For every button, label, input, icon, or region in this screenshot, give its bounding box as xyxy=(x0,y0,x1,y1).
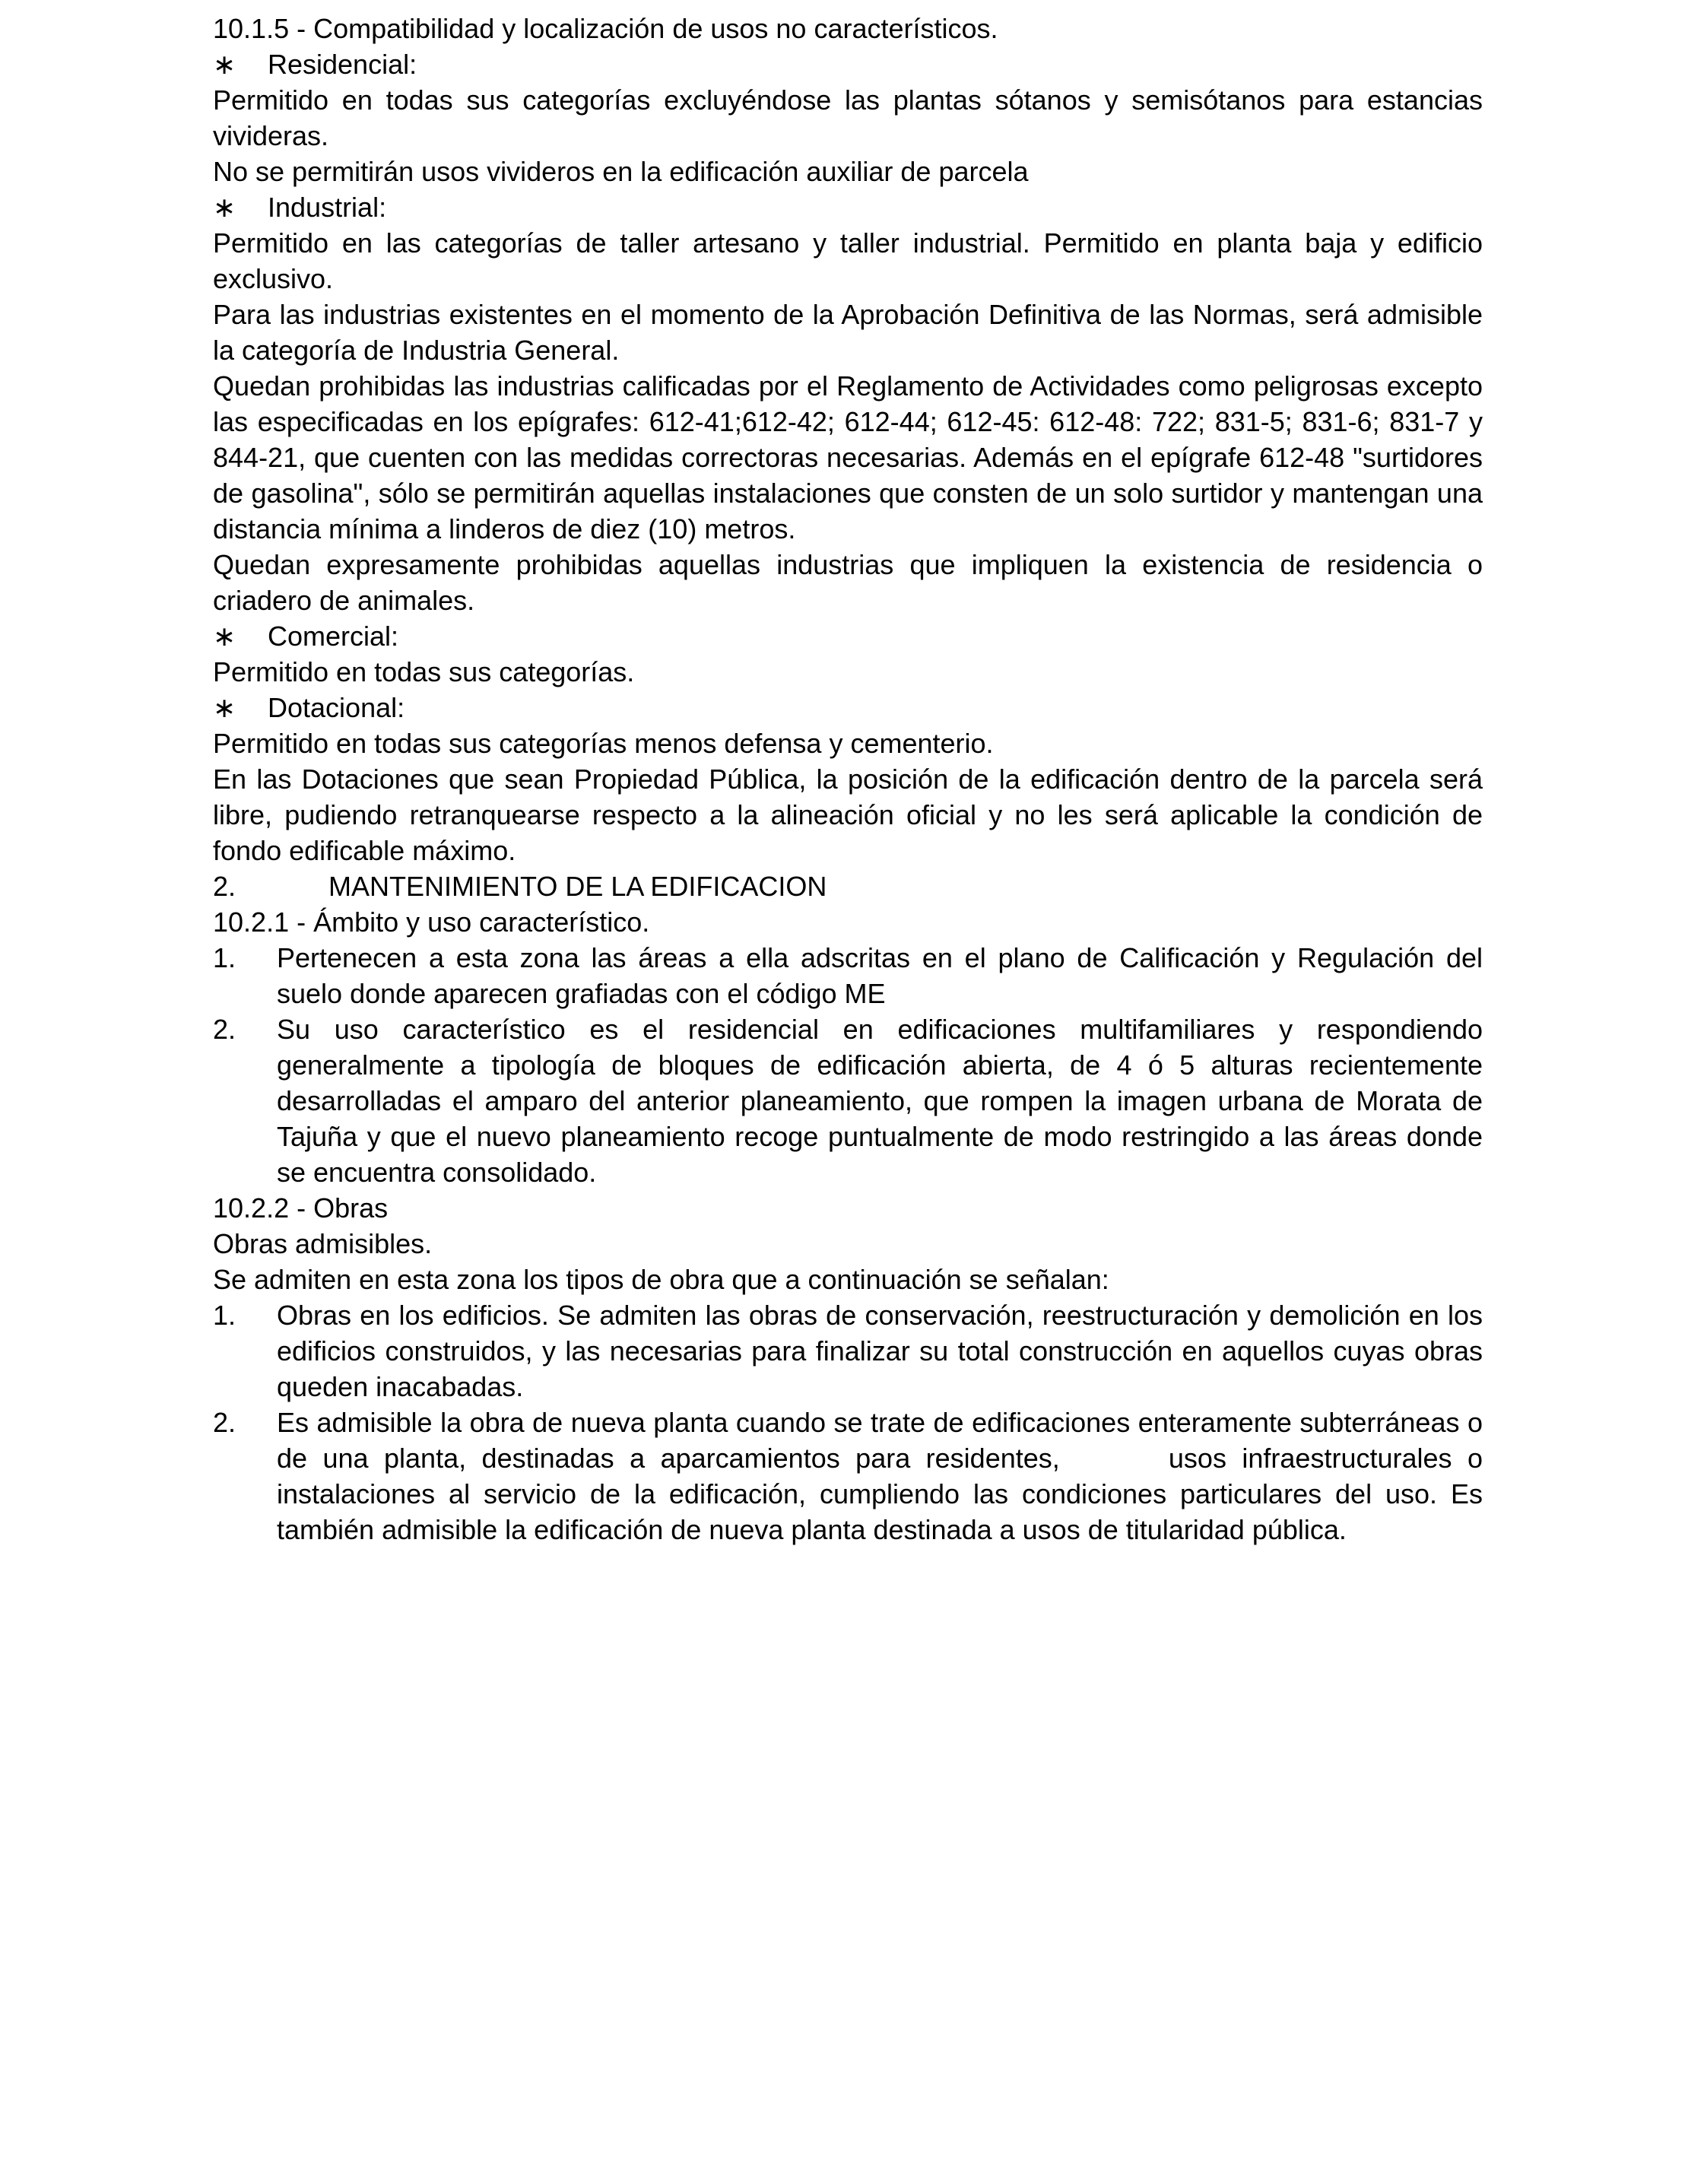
bullet-item-residencial xyxy=(213,46,1483,82)
paragraph-industrial-2: Para las industrias existentes en el momento de la Aprobación Definitiva de las Normas, será admisible la categoría de Industria General. xyxy=(213,299,1483,366)
asterisk-bullet-icon: ∗ xyxy=(213,192,236,223)
list-item-obras-2 xyxy=(213,1405,1483,1548)
paragraph-obras-intro: Se admiten en esta zona los tipos de obra que a continuación se señalan: xyxy=(213,1264,1109,1295)
list-text: Es admisible la obra de nueva planta cuando se trate de edificaciones enteramente subterráneas o de una planta, destinadas a aparcamientos para residentes, usos infraestructurales o instalaciones al servicio de la edificación, cumpliendo las condiciones particulares del uso. Es también admisible la edificación de nueva planta destinada a usos de titularidad pública. xyxy=(277,1407,1483,1545)
list-number: 1. xyxy=(213,1300,236,1331)
bullet-label-residencial: Residencial: xyxy=(268,49,417,80)
bullet-item-comercial xyxy=(213,618,1483,654)
list-number: 2. xyxy=(213,1407,236,1438)
paragraph-dotacional-2: En las Dotaciones que sean Propiedad Pública, la posición de la edificación dentro de la parcela será libre, pudiendo retranquearse respecto a la alineación oficial y no les será aplicable la condición de fondo edificable máximo. xyxy=(213,763,1483,866)
heading-10-2-1: 10.2.1 - Ámbito y uso característico. xyxy=(213,906,650,938)
list-item-obras-1 xyxy=(213,1297,1483,1405)
heading-10-2-2: 10.2.2 - Obras xyxy=(213,1192,389,1224)
paragraph-industrial-4: Quedan expresamente prohibidas aquellas industrias que impliquen la existencia de residencia o criadero de animales. xyxy=(213,549,1483,616)
paragraph-obras-admisibles: Obras admisibles. xyxy=(213,1228,433,1259)
paragraph-dotacional-1: Permitido en todas sus categorías menos defensa y cementerio. xyxy=(213,728,994,759)
section-2-number: 2. xyxy=(213,871,236,902)
paragraph-industrial-3: Quedan prohibidas las industrias calificadas por el Reglamento de Actividades como peligrosas excepto las especificadas en los epígrafes: 612-41;612-42; 612-44; 612-45: 612-48: 722; 831-5; 831-6; 831-7 y 844-21, que cuenten con las medidas correctoras necesarias. Además en el epígrafe 612-48 "surtidores de gasolina", sólo se permitirán aquellas instalaciones que consten de un solo surtidor y mantengan una distancia mínima a linderos de diez (10) metros. xyxy=(213,370,1483,544)
bullet-label-industrial: Industrial: xyxy=(268,192,387,223)
bullet-label-comercial: Comercial: xyxy=(268,621,399,652)
list-text: Su uso característico es el residencial en edificaciones multifamiliares y respondiendo generalmente a tipología de bloques de edificación abierta, de 4 ó 5 alturas recientemente desarrolladas el amparo del anterior planeamiento, que rompen la imagen urbana de Morata de Tajuña y que el nuevo planeamiento recoge puntualmente de modo restringido a las áreas donde se encuentra consolidado. xyxy=(277,1014,1483,1188)
paragraph-industrial-1: Permitido en las categorías de taller artesano y taller industrial. Permitido en planta baja y edificio exclusivo. xyxy=(213,227,1483,294)
bullet-label-dotacional: Dotacional: xyxy=(268,692,405,723)
asterisk-bullet-icon: ∗ xyxy=(213,49,236,80)
list-number: 2. xyxy=(213,1014,236,1045)
heading-10-1-5: 10.1.5 - Compatibilidad y localización de usos no característicos. xyxy=(213,13,998,44)
paragraph-residencial-2: No se permitirán usos vivideros en la edificación auxiliar de parcela xyxy=(213,156,1029,187)
asterisk-bullet-icon: ∗ xyxy=(213,692,236,723)
section-2-heading xyxy=(213,868,1483,904)
bullet-item-industrial xyxy=(213,189,1483,225)
section-2-title: MANTENIMIENTO DE LA EDIFICACION xyxy=(328,871,827,902)
list-item-ambito-2 xyxy=(213,1011,1483,1190)
paragraph-comercial-1: Permitido en todas sus categorías. xyxy=(213,656,635,687)
list-item-ambito-1 xyxy=(213,940,1483,1011)
asterisk-bullet-icon: ∗ xyxy=(213,621,236,652)
paragraph-residencial-1: Permitido en todas sus categorías excluyéndose las plantas sótanos y semisótanos para estancias vivideras. xyxy=(213,84,1483,151)
list-text: Pertenecen a esta zona las áreas a ella adscritas en el plano de Calificación y Regulación del suelo donde aparecen grafiadas con el código ME xyxy=(277,942,1483,1009)
list-text: Obras en los edificios. Se admiten las obras de conservación, reestructuración y demolición en los edificios construidos, y las necesarias para finalizar su total construcción en aquellos cuyas obras queden inacabadas. xyxy=(277,1300,1483,1402)
bullet-item-dotacional xyxy=(213,690,1483,725)
list-number: 1. xyxy=(213,942,236,973)
